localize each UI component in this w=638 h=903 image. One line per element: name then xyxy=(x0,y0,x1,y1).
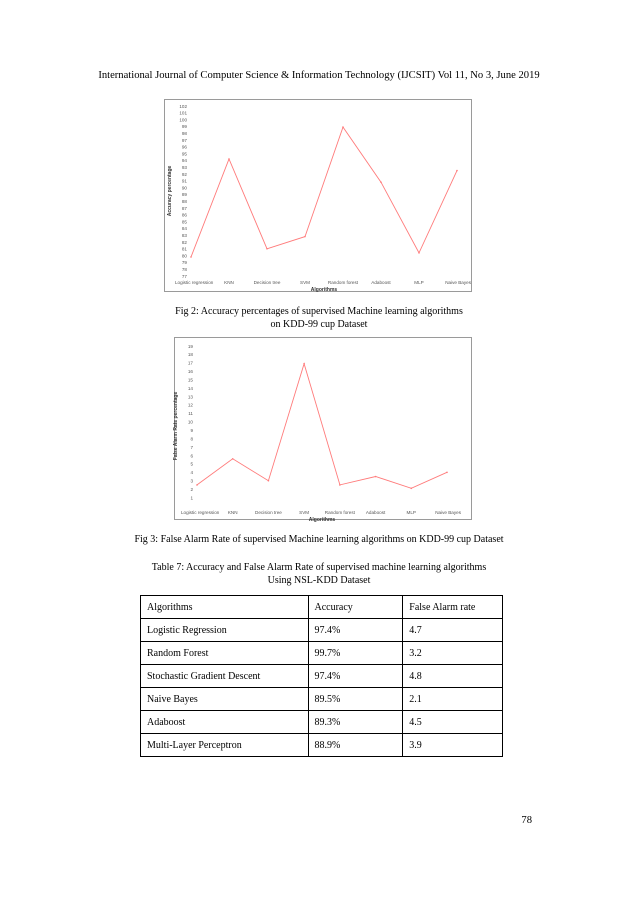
x-tick-label: Naive Bayes xyxy=(445,280,471,285)
y-tick-label: 101 xyxy=(179,110,187,116)
y-tick-label: 88 xyxy=(181,199,187,204)
x-axis-title: Algorithms xyxy=(310,287,338,293)
table-cell: Stochastic Gradient Descent xyxy=(141,665,309,688)
table-cell: Adaboost xyxy=(141,711,309,734)
y-tick-label: 15 xyxy=(187,377,193,383)
y-tick-label: 16 xyxy=(187,369,193,375)
table-cell: 99.7% xyxy=(308,642,403,665)
table-cell: 4.7 xyxy=(403,619,503,642)
y-tick-label: 1 xyxy=(190,495,193,501)
data-point xyxy=(196,484,198,486)
x-tick-label: Adaboost xyxy=(371,280,391,285)
fig2-caption-line2: on KDD-99 cup Dataset xyxy=(270,319,368,330)
y-tick-label: 10 xyxy=(187,419,193,425)
x-tick-label: SVM xyxy=(299,510,310,515)
x-tick-label: MLP xyxy=(414,280,424,285)
x-tick-label: Logistic regression xyxy=(181,510,220,515)
y-tick-label: 5 xyxy=(190,461,193,467)
table-cell: Naive Bayes xyxy=(141,688,309,711)
data-point xyxy=(190,256,192,258)
y-tick-label: 81 xyxy=(181,246,187,252)
x-tick-label: Naive Bayes xyxy=(435,510,461,515)
y-tick-label: 99 xyxy=(181,124,187,130)
y-tick-label: 77 xyxy=(181,273,187,279)
table7-caption-line1: Table 7: Accuracy and False Alarm Rate of supervised machine learning algorithms xyxy=(151,562,487,573)
y-tick-label: 92 xyxy=(181,171,187,177)
data-point xyxy=(446,472,448,474)
y-tick-label: 7 xyxy=(190,444,193,450)
table-cell: 3.9 xyxy=(403,734,503,757)
table-cell: Multi-Layer Perceptron xyxy=(141,734,309,757)
table-cell: 89.3% xyxy=(308,711,403,734)
table-row xyxy=(141,642,503,665)
data-point xyxy=(232,458,234,460)
data-point xyxy=(228,158,230,160)
x-axis-title: Algorithms xyxy=(308,517,336,523)
fig2-line-chart xyxy=(165,100,471,291)
table-row xyxy=(141,688,503,711)
x-tick-label: Random forest xyxy=(327,280,359,285)
table-cell: 88.9% xyxy=(308,734,403,757)
data-point xyxy=(268,480,270,482)
y-tick-label: 79 xyxy=(181,260,187,266)
y-tick-label: 96 xyxy=(181,144,187,150)
y-tick-label: 94 xyxy=(181,158,187,164)
fig3-chart-frame xyxy=(173,337,472,523)
table-row xyxy=(141,665,503,688)
y-tick-label: 102 xyxy=(179,103,187,109)
y-tick-label: 85 xyxy=(181,219,187,225)
y-tick-label: 8 xyxy=(190,436,193,442)
data-point xyxy=(339,484,341,486)
data-point xyxy=(342,126,344,128)
table-cell: Random Forest xyxy=(141,642,309,665)
y-tick-label: 2 xyxy=(190,486,193,492)
fig3-line-chart xyxy=(173,338,471,523)
y-tick-label: 18 xyxy=(187,352,193,358)
y-tick-label: 95 xyxy=(181,151,187,157)
table-cell: 97.4% xyxy=(308,619,403,642)
table-cell: 89.5% xyxy=(308,688,403,711)
table-cell: 4.8 xyxy=(403,665,503,688)
y-tick-label: 78 xyxy=(181,267,187,272)
x-tick-label: Decision tree xyxy=(255,510,282,515)
y-tick-label: 4 xyxy=(190,470,193,476)
fig2-chart-frame xyxy=(164,99,472,292)
table-row xyxy=(141,619,503,642)
y-tick-label: 93 xyxy=(181,165,187,170)
y-tick-label: 9 xyxy=(190,428,193,434)
series-line xyxy=(191,127,457,257)
y-tick-label: 11 xyxy=(188,411,193,417)
table-header-cell: Algorithms xyxy=(141,596,309,619)
y-axis-title: False Alarm Rate percentage xyxy=(173,391,179,461)
page-number: 78 xyxy=(521,815,532,826)
table-row xyxy=(141,734,503,757)
table-header-row xyxy=(141,596,503,619)
y-tick-label: 90 xyxy=(181,185,187,191)
y-tick-label: 13 xyxy=(187,394,193,400)
data-point xyxy=(418,252,420,254)
y-tick-label: 19 xyxy=(187,343,193,349)
data-point xyxy=(456,170,458,172)
table-cell: 97.4% xyxy=(308,665,403,688)
y-tick-label: 12 xyxy=(187,402,193,408)
table-cell: 2.1 xyxy=(403,688,503,711)
x-tick-label: SVM xyxy=(300,280,310,285)
y-tick-label: 3 xyxy=(190,478,193,484)
table-cell: 4.5 xyxy=(403,711,503,734)
x-tick-label: Adaboost xyxy=(365,510,386,515)
y-tick-label: 83 xyxy=(181,233,187,238)
data-point xyxy=(304,236,306,238)
y-tick-label: 89 xyxy=(181,192,187,198)
y-tick-label: 82 xyxy=(181,239,187,245)
data-point xyxy=(266,248,268,250)
y-tick-label: 98 xyxy=(181,131,187,136)
x-tick-label: KNN xyxy=(224,280,234,285)
table-cell: Logistic Regression xyxy=(141,619,309,642)
y-tick-label: 6 xyxy=(190,453,193,459)
table-header-cell: Accuracy xyxy=(308,596,403,619)
data-point xyxy=(380,181,382,183)
y-tick-label: 91 xyxy=(181,178,187,184)
results-table xyxy=(140,595,503,757)
y-tick-label: 17 xyxy=(187,360,193,366)
y-tick-label: 97 xyxy=(181,137,187,143)
y-axis-title: Accuracy percentage xyxy=(167,165,173,217)
fig2-caption-line1: Fig 2: Accuracy percentages of supervised Machine learning algorithms xyxy=(175,306,463,317)
table-cell: 3.2 xyxy=(403,642,503,665)
table-row xyxy=(141,711,503,734)
x-tick-label: Decision tree xyxy=(253,280,281,285)
table7-caption-line2: Using NSL-KDD Dataset xyxy=(267,575,371,586)
y-tick-label: 100 xyxy=(179,117,187,123)
data-point xyxy=(375,476,377,478)
table-header-cell: False Alarm rate xyxy=(403,596,503,619)
x-tick-label: MLP xyxy=(406,510,417,515)
journal-header: International Journal of Computer Science & Information Technology (IJCSIT) Vol 11, No 3, June 2019 xyxy=(98,70,540,81)
y-tick-label: 86 xyxy=(181,212,187,218)
y-tick-label: 87 xyxy=(181,205,187,211)
x-tick-label: KNN xyxy=(227,510,238,515)
data-point xyxy=(303,363,305,365)
series-line xyxy=(197,364,447,489)
data-point xyxy=(410,488,412,490)
x-tick-label: Logistic regression xyxy=(175,280,214,285)
y-tick-label: 84 xyxy=(181,226,187,232)
fig3-caption: Fig 3: False Alarm Rate of supervised Machine learning algorithms on KDD-99 cup Dataset xyxy=(134,534,504,545)
y-tick-label: 14 xyxy=(187,385,193,391)
x-tick-label: Random forest xyxy=(324,510,355,515)
y-tick-label: 80 xyxy=(181,253,187,259)
